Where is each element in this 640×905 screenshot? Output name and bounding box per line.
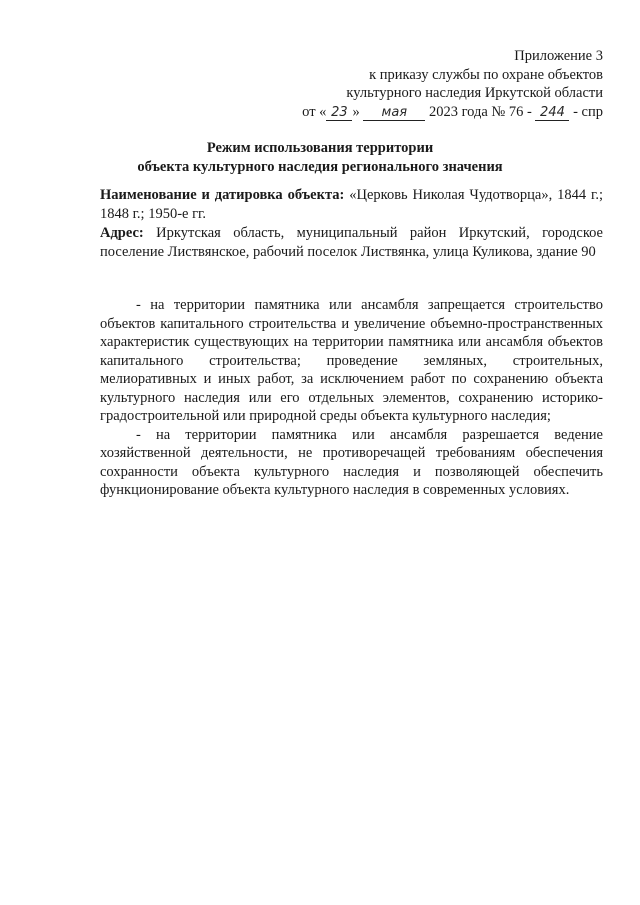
regime-text bbox=[100, 296, 603, 500]
handwritten-month: мая bbox=[381, 104, 408, 120]
address-value: Иркутская область, муниципальный район Иркутский, городское поселение Листвянское, рабочий поселок Листвянка, улица Куликова, здание 90 bbox=[100, 225, 603, 260]
object-value: «Церковь Николая Чудотворца», 1844 г.; 1848 г.; 1950-е гг. bbox=[100, 187, 604, 222]
title-line-2: объекта культурного наследия регионального значения bbox=[137, 159, 503, 175]
date-mid: » bbox=[352, 103, 360, 120]
date-month-field bbox=[363, 105, 425, 121]
appendix-header bbox=[302, 47, 603, 121]
handwritten-number: 244 bbox=[540, 104, 565, 120]
date-prefix: от « bbox=[302, 103, 327, 120]
appendix-authority: культурного наследия Иркутской области bbox=[346, 85, 603, 101]
prohibited-paragraph: - на территории памятника или ансамбля запрещается строительство объектов капитального строительства и увеличение объемно-пространственных характеристик существующих на территории памятника или ансамбля объектов капитального строительства; проведение земляных, строительных, мелиоративных и иных работ, за исключением работ по сохранению объекта культурного наследия или его отдельных элементов, сохранению историко-градостроительной или природной среды объекта культурного наследия; bbox=[100, 297, 603, 424]
appendix-date-line bbox=[302, 103, 603, 122]
object-label: Наименование и датировка объекта: bbox=[100, 187, 345, 203]
object-info bbox=[100, 186, 603, 223]
title-line-1: Режим использования территории bbox=[206, 140, 434, 156]
appendix-order-ref: к приказу службы по охране объектов bbox=[369, 66, 603, 83]
order-number-field bbox=[535, 105, 569, 121]
date-day-field bbox=[326, 105, 352, 121]
address-label: Адрес: bbox=[100, 225, 144, 241]
date-suffix: 2023 года № 76 - bbox=[428, 103, 532, 120]
allowed-paragraph: - на территории памятника или ансамбля разрешается ведение хозяйственной деятельности, не противоречащей требованиям обеспечения сохранности объекта культурного наследия и позволяющей обеспечить функционирование объекта культурного наследия в современных условиях. bbox=[100, 426, 603, 498]
handwritten-day: 23 bbox=[331, 104, 348, 120]
appendix-number: Приложение 3 bbox=[514, 48, 603, 64]
document-title bbox=[0, 139, 640, 177]
address-info bbox=[100, 224, 603, 261]
number-suffix: - спр bbox=[573, 103, 603, 120]
